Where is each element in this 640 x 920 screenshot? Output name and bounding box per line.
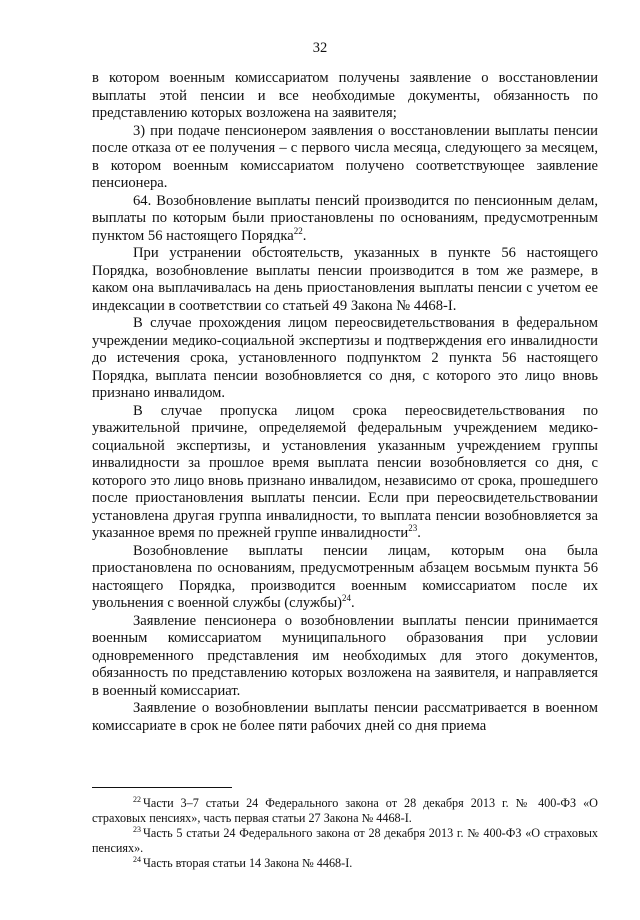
footnote-number: 22 [133, 794, 141, 804]
paragraph-text: В случае пропуска лицом срока переосвидетельствования по уважительной причине, определяемой федеральным учреждением медико-социальной экспертизы, и установления указанным учреждением группы инвалидности за прошлое время выплата пенсии возобновляется со дня, с которого это лицо вновь признано инвалидом, независимо от срока, прошедшего после приостановления выплаты пенсии. Если при переосвидетельствовании установлена другая группа инвалидности, то выплата пенсии возобновляется за указанное время по прежней группе инвалидности [92, 402, 598, 541]
footnote-number: 23 [133, 824, 141, 834]
paragraph-text: в котором военным комиссариатом получены заявление о восстановлении выплаты этой пенсии и все необходимые документы, обязанность по представлению которых возложена на заявителя; [92, 70, 598, 121]
paragraph-text: Заявление о возобновлении выплаты пенсии рассматривается в военном комиссариате в срок не более пяти рабочих дней со дня приема [92, 700, 598, 734]
page-number: 32 [312, 40, 328, 56]
paragraph-text: Заявление пенсионера о возобновлении выплаты пенсии принимается военным комиссариатом муниципального образования при условии одновременного представления им необходимых для этого документов, обязанность по представлению которых возложена на заявителя, и направляется в военный комиссариат. [92, 612, 598, 699]
paragraph-tail: . [417, 525, 421, 541]
paragraph [92, 403, 598, 543]
paragraph-text: В случае прохождения лицом переосвидетельствования в федеральном учреждении медико-социальной экспертизы и подтверждения его инвалидности до истечения срока, установленного подпунктом 2 пункта 56 настоящего Порядка, выплата пенсии возобновляется со дня, с которого это лицо вновь признано инвалидом. [92, 315, 598, 401]
footnote-divider [92, 787, 232, 788]
body-text [92, 70, 598, 735]
footnote-text: Части 3–7 статьи 24 Федерального закона от 28 декабря 2013 г. № 400-ФЗ «О страховых пенсиях», часть первая статьи 27 Закона № 4468-I. [92, 796, 598, 825]
paragraph [92, 193, 598, 246]
paragraph [92, 245, 598, 315]
paragraph-text: 64. Возобновление выплаты пенсий производится по пенсионным делам, выплаты по которым были приостановлены по основаниям, предусмотренным пунктом 56 настоящего Порядка [92, 192, 598, 244]
footnotes [92, 796, 598, 871]
footnote-reference: 24 [341, 593, 351, 604]
paragraph [92, 70, 598, 123]
paragraph [92, 123, 598, 193]
footnote-text: Часть 5 статьи 24 Федерального закона от 28 декабря 2013 г. № 400-ФЗ «О страховых пенсиях». [92, 826, 598, 855]
paragraph-text: Возобновление выплаты пенсии лицам, которым она была приостановлена по основаниям, предусмотренным абзацем восьмым пункта 56 настоящего Порядка, производится военным комиссариатом после их увольнения с военной службы (службы) [92, 542, 598, 611]
footnote [92, 826, 598, 856]
footnote [92, 856, 598, 871]
paragraph [92, 700, 598, 735]
paragraph-tail: . [350, 595, 355, 611]
paragraph [92, 543, 598, 613]
paragraph [92, 315, 598, 403]
footnote-text: Часть вторая статьи 14 Закона № 4468-I. [143, 856, 353, 870]
footnote [92, 796, 598, 826]
paragraph [92, 613, 598, 701]
paragraph-text: При устранении обстоятельств, указанных в пункте 56 настоящего Порядка, возобновление выплаты пенсии производится в том же размере, в каком она выплачивалась на день приостановления выплаты пенсии с учетом ее индексации в соответствии со статьей 49 Закона № 4468-I. [92, 245, 598, 314]
footnote-number: 24 [133, 854, 141, 864]
footnote-reference: 22 [293, 225, 303, 236]
paragraph-text: 3) при подаче пенсионером заявления о восстановлении выплаты пенсии после отказа от ее получения – с первого числа месяца, следующего за месяцем, в котором военным комиссариатом получено соответствующее заявление пенсионера. [92, 122, 598, 191]
paragraph-tail: . [302, 227, 307, 244]
footnote-reference: 23 [408, 523, 418, 534]
